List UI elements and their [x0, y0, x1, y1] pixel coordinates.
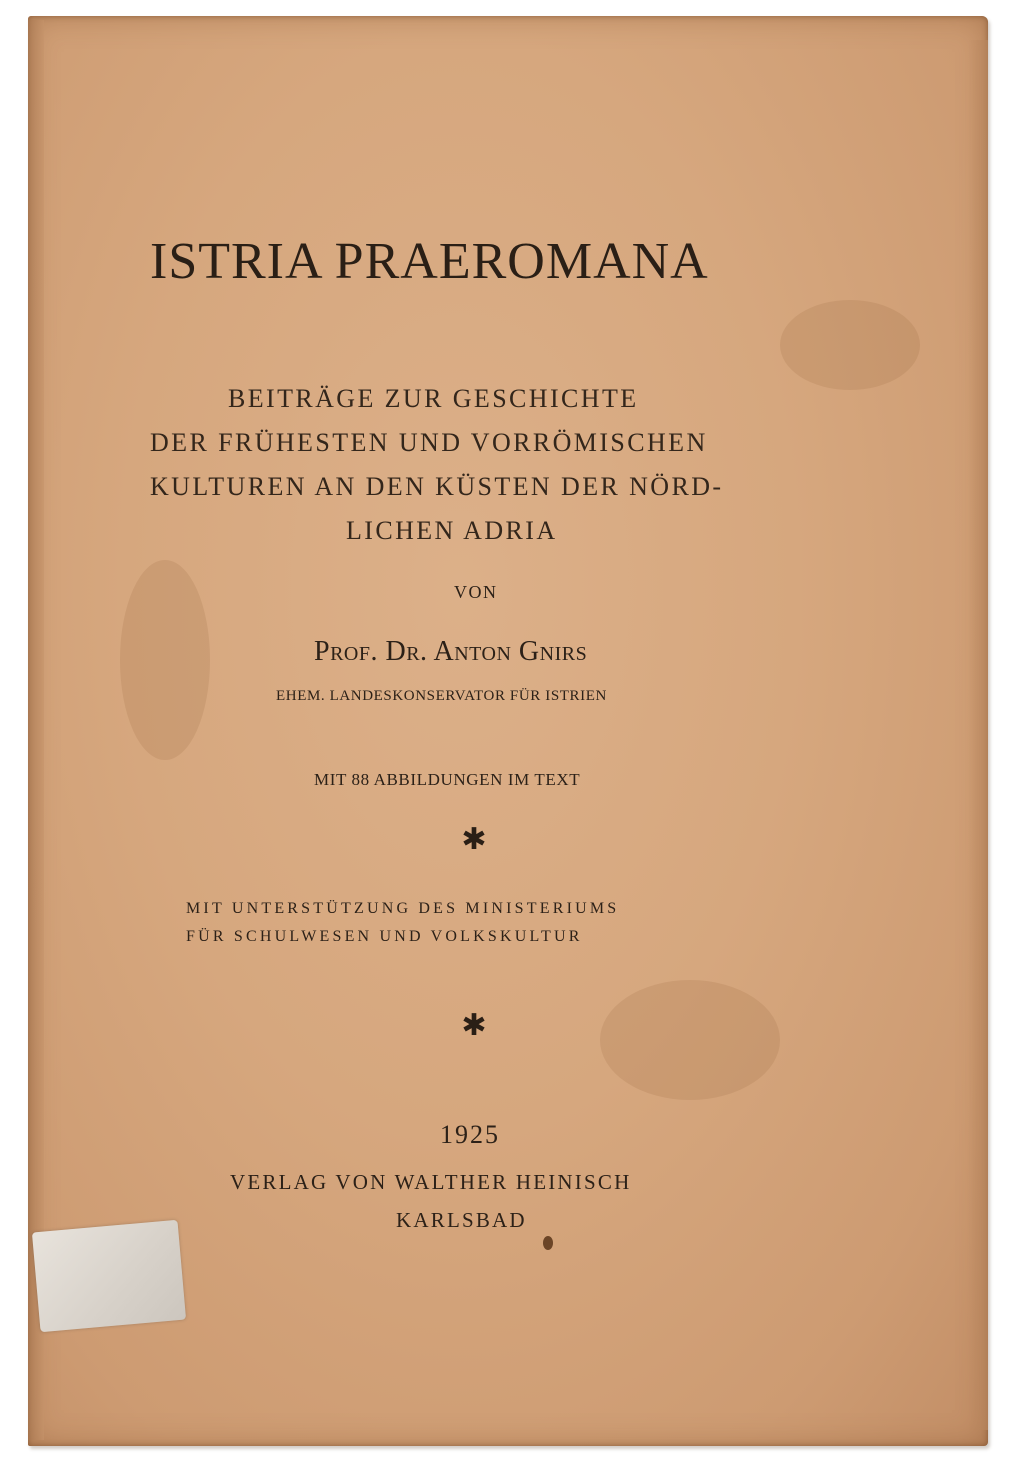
support-line-1: MIT UNTERSTÜTZUNG DES MINISTERIUMS — [186, 900, 620, 917]
illustrations-note: MIT 88 ABBILDUNGEN IM TEXT — [314, 770, 581, 789]
publisher-line-2: KARLSBAD — [396, 1208, 527, 1232]
asterisk-ornament: ✱ — [461, 822, 487, 857]
author-name: Prof. Dr. Anton Gnirs — [314, 636, 588, 667]
publisher-line-1: VERLAG VON WALTHER HEINISCH — [230, 1170, 632, 1194]
cover-spine-edge — [28, 20, 44, 1440]
subtitle-line-2: DER FRÜHESTEN UND VORRÖMISCHEN — [150, 428, 708, 457]
by-label: VON — [454, 582, 498, 602]
subtitle-line-1: BEITRÄGE ZUR GESCHICHTE — [228, 384, 639, 413]
library-sticker — [32, 1220, 186, 1332]
paper-damage — [543, 1236, 553, 1250]
publication-year: 1925 — [440, 1120, 500, 1149]
support-line-2: FÜR SCHULWESEN UND VOLKSKULTUR — [186, 928, 583, 945]
author-title: EHEM. LANDESKONSERVATOR FÜR ISTRIEN — [276, 688, 607, 704]
subtitle-line-4: LICHEN ADRIA — [346, 516, 558, 545]
paper-stain — [120, 560, 210, 760]
asterisk-ornament: ✱ — [461, 1008, 487, 1043]
paper-stain — [780, 300, 920, 390]
book-title: ISTRIA PRAEROMANA — [150, 233, 709, 290]
cover-right-edge — [968, 40, 988, 1430]
paper-stain — [600, 980, 780, 1100]
subtitle-line-3: KULTUREN AN DEN KÜSTEN DER NÖRD- — [150, 472, 724, 501]
